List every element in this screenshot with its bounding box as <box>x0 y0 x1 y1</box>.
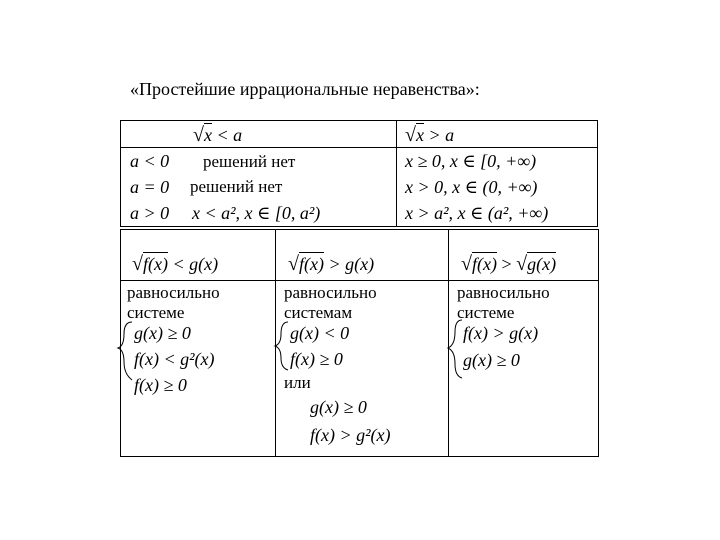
top-header-right: √x > a <box>405 124 455 146</box>
col3-text1: равносильно <box>457 283 550 302</box>
radicand: f(x) <box>142 254 168 274</box>
col2-system1-line2: f(x) ≥ 0 <box>290 349 343 369</box>
row2-right-result: x > 0, x ∈ (0, +∞) <box>405 177 538 197</box>
inequality-rhs: < g(x) <box>172 254 219 274</box>
col2-header: √f(x) > g(x) <box>288 253 375 275</box>
col1-system-line2: f(x) < g²(x) <box>134 349 215 369</box>
radicand: x <box>415 125 424 145</box>
col3-text2: системе <box>457 303 515 322</box>
page-title: «Простейшие иррациональные неравенства»: <box>130 79 480 99</box>
radicand-right: g(x) <box>527 254 557 274</box>
col1-system-line1: g(x) ≥ 0 <box>134 323 191 343</box>
col1-text2: системе <box>127 303 185 322</box>
col2-system2-line1: g(x) ≥ 0 <box>310 397 367 417</box>
col3-header: √f(x) > √g(x) <box>461 253 557 275</box>
radicand-left: f(x) <box>471 254 497 274</box>
inequality-rhs: > g(x) <box>328 254 375 274</box>
top-header-left: √x < a <box>193 124 243 146</box>
row1-right-result: x ≥ 0, x ∈ [0, +∞) <box>405 151 537 171</box>
row3-right-result: x > a², x ∈ (a², +∞) <box>405 203 549 223</box>
col1-header: √f(x) < g(x) <box>132 253 219 275</box>
row2-left-result: решений нет <box>190 177 283 196</box>
col2-or-label: или <box>284 373 311 392</box>
inequality-rhs: > a <box>428 125 455 145</box>
col2-text2: системам <box>284 303 353 322</box>
row1-left-result: решений нет <box>203 152 296 171</box>
col2-system2-line2: f(x) > g²(x) <box>310 425 391 445</box>
col2-system1-line1: g(x) < 0 <box>290 323 350 343</box>
inequality-operator: > <box>501 254 512 274</box>
radicand: x <box>203 125 212 145</box>
col1-text1: равносильно <box>127 283 220 302</box>
row2-condition: a = 0 <box>130 177 170 197</box>
col3-system-line2: g(x) ≥ 0 <box>463 350 520 370</box>
row3-condition: a > 0 <box>130 203 170 223</box>
col2-text1: равносильно <box>284 283 377 302</box>
col3-system-line1: f(x) > g(x) <box>463 323 539 343</box>
row3-left-result: x < a², x ∈ [0, a²) <box>192 203 321 223</box>
row1-condition: a < 0 <box>130 151 170 171</box>
inequality-rhs: < a <box>216 125 243 145</box>
system-brace-col2 <box>275 322 288 370</box>
col1-system-line3: f(x) ≥ 0 <box>134 375 187 395</box>
system-brace-col3 <box>448 320 462 378</box>
radicand: f(x) <box>298 254 324 274</box>
